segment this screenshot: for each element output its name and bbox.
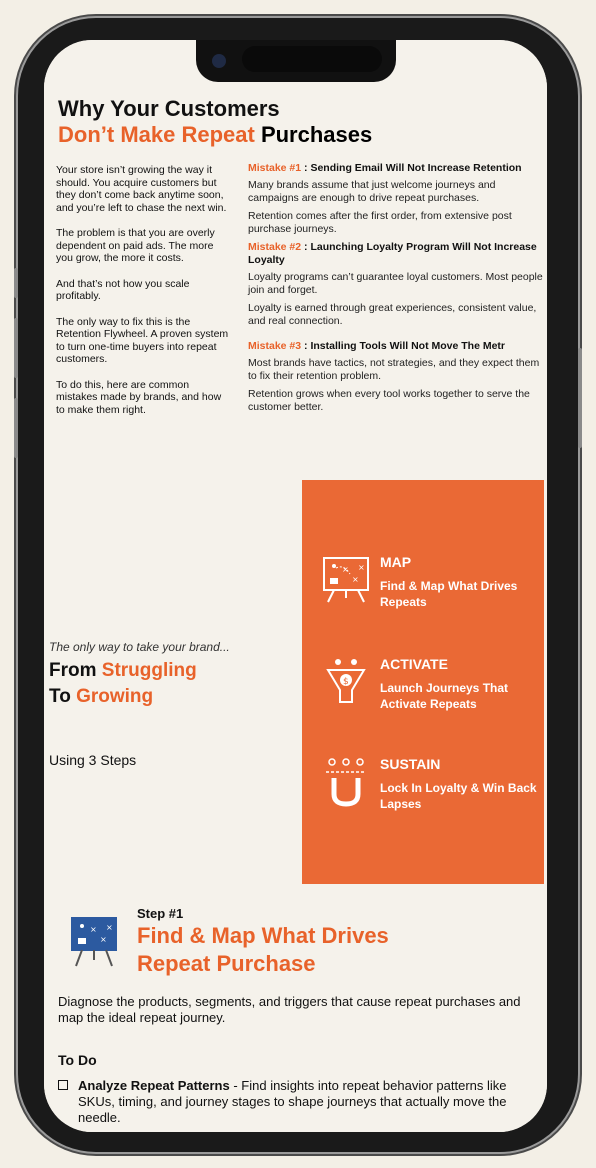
mistake-paragraph: Most brands have tactics, not strategies, and they expect them to fix their retention problem. (248, 357, 540, 382)
step-description: Launch Journeys That Activate Repeats (380, 681, 509, 711)
step-description: Lock In Loyalty & Win Back Lapses (380, 781, 537, 811)
to-text: To (49, 686, 77, 707)
todo-item-title: Analyze Repeat Patterns (78, 1078, 230, 1093)
mistake-title: : Launching Loyalty Program Will Not Increase Loyalty (248, 241, 537, 266)
step-label: Step #1 (137, 906, 184, 921)
intro-paragraph: The problem is that you are overly dependent on paid ads. The more you grow, the more it costs. (56, 227, 215, 264)
volume-down-button (14, 398, 18, 458)
step-title: ACTIVATE (380, 656, 448, 672)
volume-up-button (14, 318, 18, 378)
steps-panel (302, 480, 544, 884)
step-description: Find & Map What Drives Repeats (380, 579, 518, 609)
step-title: Find & Map What Drives Repeat Purchase (137, 923, 389, 976)
mistake-heading (248, 162, 544, 175)
intro-tagline: The only way to take your brand... (49, 640, 230, 654)
intro-paragraph: To do this, here are common mistakes made by brands, and how to make them right. (56, 378, 222, 416)
mistake-number: Mistake #2 (248, 241, 302, 253)
magnet-icon (320, 756, 372, 808)
svg-text:×: × (352, 575, 359, 584)
mistake-heading (248, 340, 544, 353)
mistake-paragraph: Retention grows when every tool works together to serve the customer better. (248, 388, 530, 413)
step-title: MAP (380, 554, 412, 570)
todo-item-text: - Find insights into repeat behavior patterns like SKUs, timing, and journey stages to shape journeys that actually move the needle. (78, 1078, 507, 1125)
mistake-paragraph: Loyalty programs can’t guarantee loyal customers. Most people join and forget. (248, 271, 543, 296)
camera-icon (212, 54, 226, 68)
svg-text:×: × (106, 923, 113, 932)
svg-text:$: $ (343, 677, 349, 687)
svg-text:×: × (342, 565, 349, 574)
step-detail-section (44, 892, 547, 1132)
mistake-number: Mistake #3 (248, 340, 302, 352)
map-board-icon (66, 914, 122, 970)
mistake-title: : Installing Tools Will Not Move The Metr (301, 340, 506, 352)
mistake-paragraph: Many brands assume that just welcome journeys and campaigns are enough to drive repeat purchases. (248, 179, 496, 204)
growing-text: Growing (76, 686, 154, 707)
svg-text:×: × (100, 935, 107, 944)
from-text: From (49, 660, 102, 681)
to-growing-line (49, 686, 153, 708)
mistake-number: Mistake #1 (248, 162, 302, 174)
heading-highlight: Don’t Make Repeat (58, 122, 255, 147)
svg-text:×: × (90, 925, 97, 934)
mistake-heading (248, 241, 544, 267)
heading-rest: Purchases (254, 122, 373, 147)
step-title: SUSTAIN (380, 756, 441, 772)
from-struggling-line (49, 660, 197, 682)
intro-paragraph: The only way to fix this is the Retention Flywheel. A proven system to turn one-time buyers into repeat customers. (56, 315, 229, 365)
struggling-text: Struggling (101, 660, 197, 681)
mistake-paragraph: Retention comes after the first order, from extensive post purchase journeys. (248, 210, 512, 235)
using-steps-text: Using 3 Steps (49, 752, 137, 768)
funnel-icon (320, 656, 372, 708)
mistake-paragraph: Loyalty is earned through great experiences, consistent value, and real connection. (248, 302, 537, 327)
mistakes-section (44, 40, 547, 480)
mistake-title: : Sending Email Will Not Increase Retention (301, 162, 522, 174)
steps-overview-section (44, 480, 547, 890)
section-heading-line2 (58, 122, 372, 148)
power-button (578, 348, 582, 448)
todo-heading: To Do (58, 1052, 97, 1068)
todo-item (58, 1078, 528, 1126)
intro-paragraph: And that’s not how you scale profitably. (56, 277, 190, 302)
map-board-icon (320, 554, 372, 606)
phone-screen[interactable] (44, 40, 547, 1132)
section-heading-line1: Why Your Customers (58, 96, 280, 121)
intro-column (56, 164, 232, 429)
mute-switch (14, 268, 18, 298)
step-description: Diagnose the products, segments, and triggers that cause repeat purchases and map the ideal repeat journey. (58, 994, 521, 1025)
intro-paragraph: Your store isn’t growing the way it should. You acquire customers but they don’t come back anytime soon, and you’re left to chase the next win. (56, 164, 227, 214)
mistakes-column (248, 162, 544, 419)
dynamic-island (242, 46, 382, 72)
svg-text:×: × (358, 563, 365, 572)
notch (196, 40, 396, 82)
checkbox-icon (58, 1080, 68, 1090)
